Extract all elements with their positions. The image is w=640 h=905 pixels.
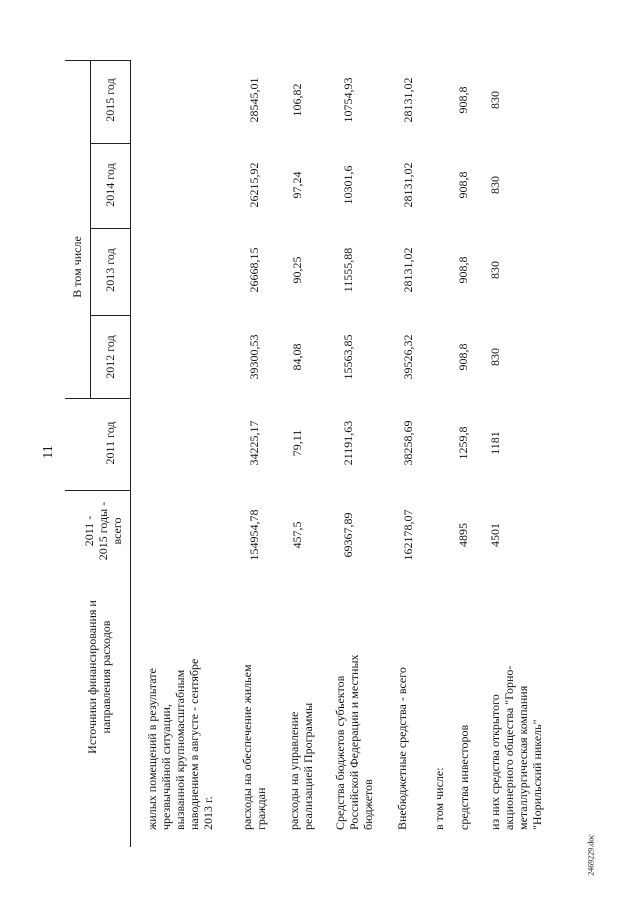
cell-extrabudget-2014: 28131,02 (401, 162, 415, 208)
cell-regional-total: 69367,89 (341, 512, 355, 558)
cell-regional-2015: 10754,93 (341, 77, 355, 123)
cell-regional-2012: 15563,85 (341, 334, 355, 380)
header-left-rule (65, 490, 130, 491)
cell-housing-2011: 34225,17 (247, 420, 261, 466)
year-divider-2012 (90, 315, 130, 316)
cell-investors-2015: 908,8 (456, 86, 470, 114)
cell-investors-2014: 908,8 (456, 171, 470, 199)
year-divider-2013 (90, 228, 130, 229)
row-label-flood: жилых помещений в результате чрезвычайной ситуации, вызванной крупномасштабным наводнением в августе - сентябре 2013 г. (145, 658, 215, 830)
header-year-2011: 2011 год (103, 421, 117, 465)
cell-regional-2013: 11555,88 (341, 247, 355, 293)
cell-management-2011: 79,11 (290, 429, 304, 457)
cell-extrabudget-2011: 38258,69 (401, 420, 415, 466)
cell-extrabudget-2015: 28131,02 (401, 77, 415, 123)
cell-extrabudget-2012: 39526,32 (401, 334, 415, 380)
cell-housing-total: 154954,78 (247, 509, 261, 561)
header-source: Источники финансирования и направления расходов (85, 600, 113, 754)
cell-housing-2012: 39300,53 (247, 334, 261, 380)
cell-housing-2015: 28545,01 (247, 77, 261, 123)
cell-investors-2013: 908,8 (456, 256, 470, 284)
cell-investors-2011: 1259,8 (456, 426, 470, 460)
cell-housing-2013: 26668,15 (247, 247, 261, 293)
cell-nornickel-2012: 830 (488, 348, 502, 366)
cell-management-total: 457,5 (290, 521, 304, 549)
row-label-extrabudgetary: Внебюджетные средства - всего (395, 667, 409, 830)
cell-nornickel-2014: 830 (488, 176, 502, 194)
cell-management-2015: 106,82 (290, 83, 304, 117)
row-label-housing: расходы на обеспечение жильем граждан (240, 664, 268, 830)
cell-management-2012: 84,08 (290, 343, 304, 371)
cell-extrabudget-total: 162178,07 (401, 509, 415, 561)
header-year-2012: 2012 год (103, 335, 117, 379)
cell-nornickel-2013: 830 (488, 261, 502, 279)
year-divider-2015 (90, 60, 130, 61)
header-including: В том числе (70, 236, 84, 298)
header-bottom-rule (130, 60, 131, 847)
including-underline (90, 60, 91, 398)
header-year-2014: 2014 год (103, 163, 117, 207)
year-divider-2014 (90, 143, 130, 144)
cell-extrabudget-2013: 28131,02 (401, 247, 415, 293)
header-total: 2011 - 2015 годы - всего (82, 501, 124, 561)
page-number: 11 (41, 445, 56, 459)
row-label-nornickel: из них средства открытого акционерного общества "Горно- металлургическая компания "Норильский никель" (488, 665, 544, 830)
row-label-management: расходы на управление реализацией Программы (287, 702, 315, 830)
cell-investors-2012: 908,8 (456, 343, 470, 371)
row-label-regional-budgets: Средства бюджетов субъектов Российской Федерации и местных бюджетов (333, 654, 375, 830)
row-label-investors: средства инвесторов (457, 724, 471, 830)
including-divider (65, 398, 130, 399)
cell-management-2013: 90,25 (290, 256, 304, 284)
cell-housing-2014: 26215,92 (247, 162, 261, 208)
header-year-2015: 2015 год (103, 78, 117, 122)
cell-nornickel-total: 4501 (488, 523, 502, 547)
cell-investors-total: 4895 (456, 523, 470, 547)
footer-doc-name: 2469229.doc (586, 834, 596, 876)
cell-regional-2011: 21191,63 (341, 420, 355, 466)
cell-management-2014: 97,24 (290, 171, 304, 199)
header-year-2013: 2013 год (103, 248, 117, 292)
cell-nornickel-2011: 1181 (488, 431, 502, 455)
row-label-including: в том числе: (432, 767, 446, 830)
cell-regional-2014: 10301,6 (341, 165, 355, 205)
cell-nornickel-2015: 830 (488, 91, 502, 109)
